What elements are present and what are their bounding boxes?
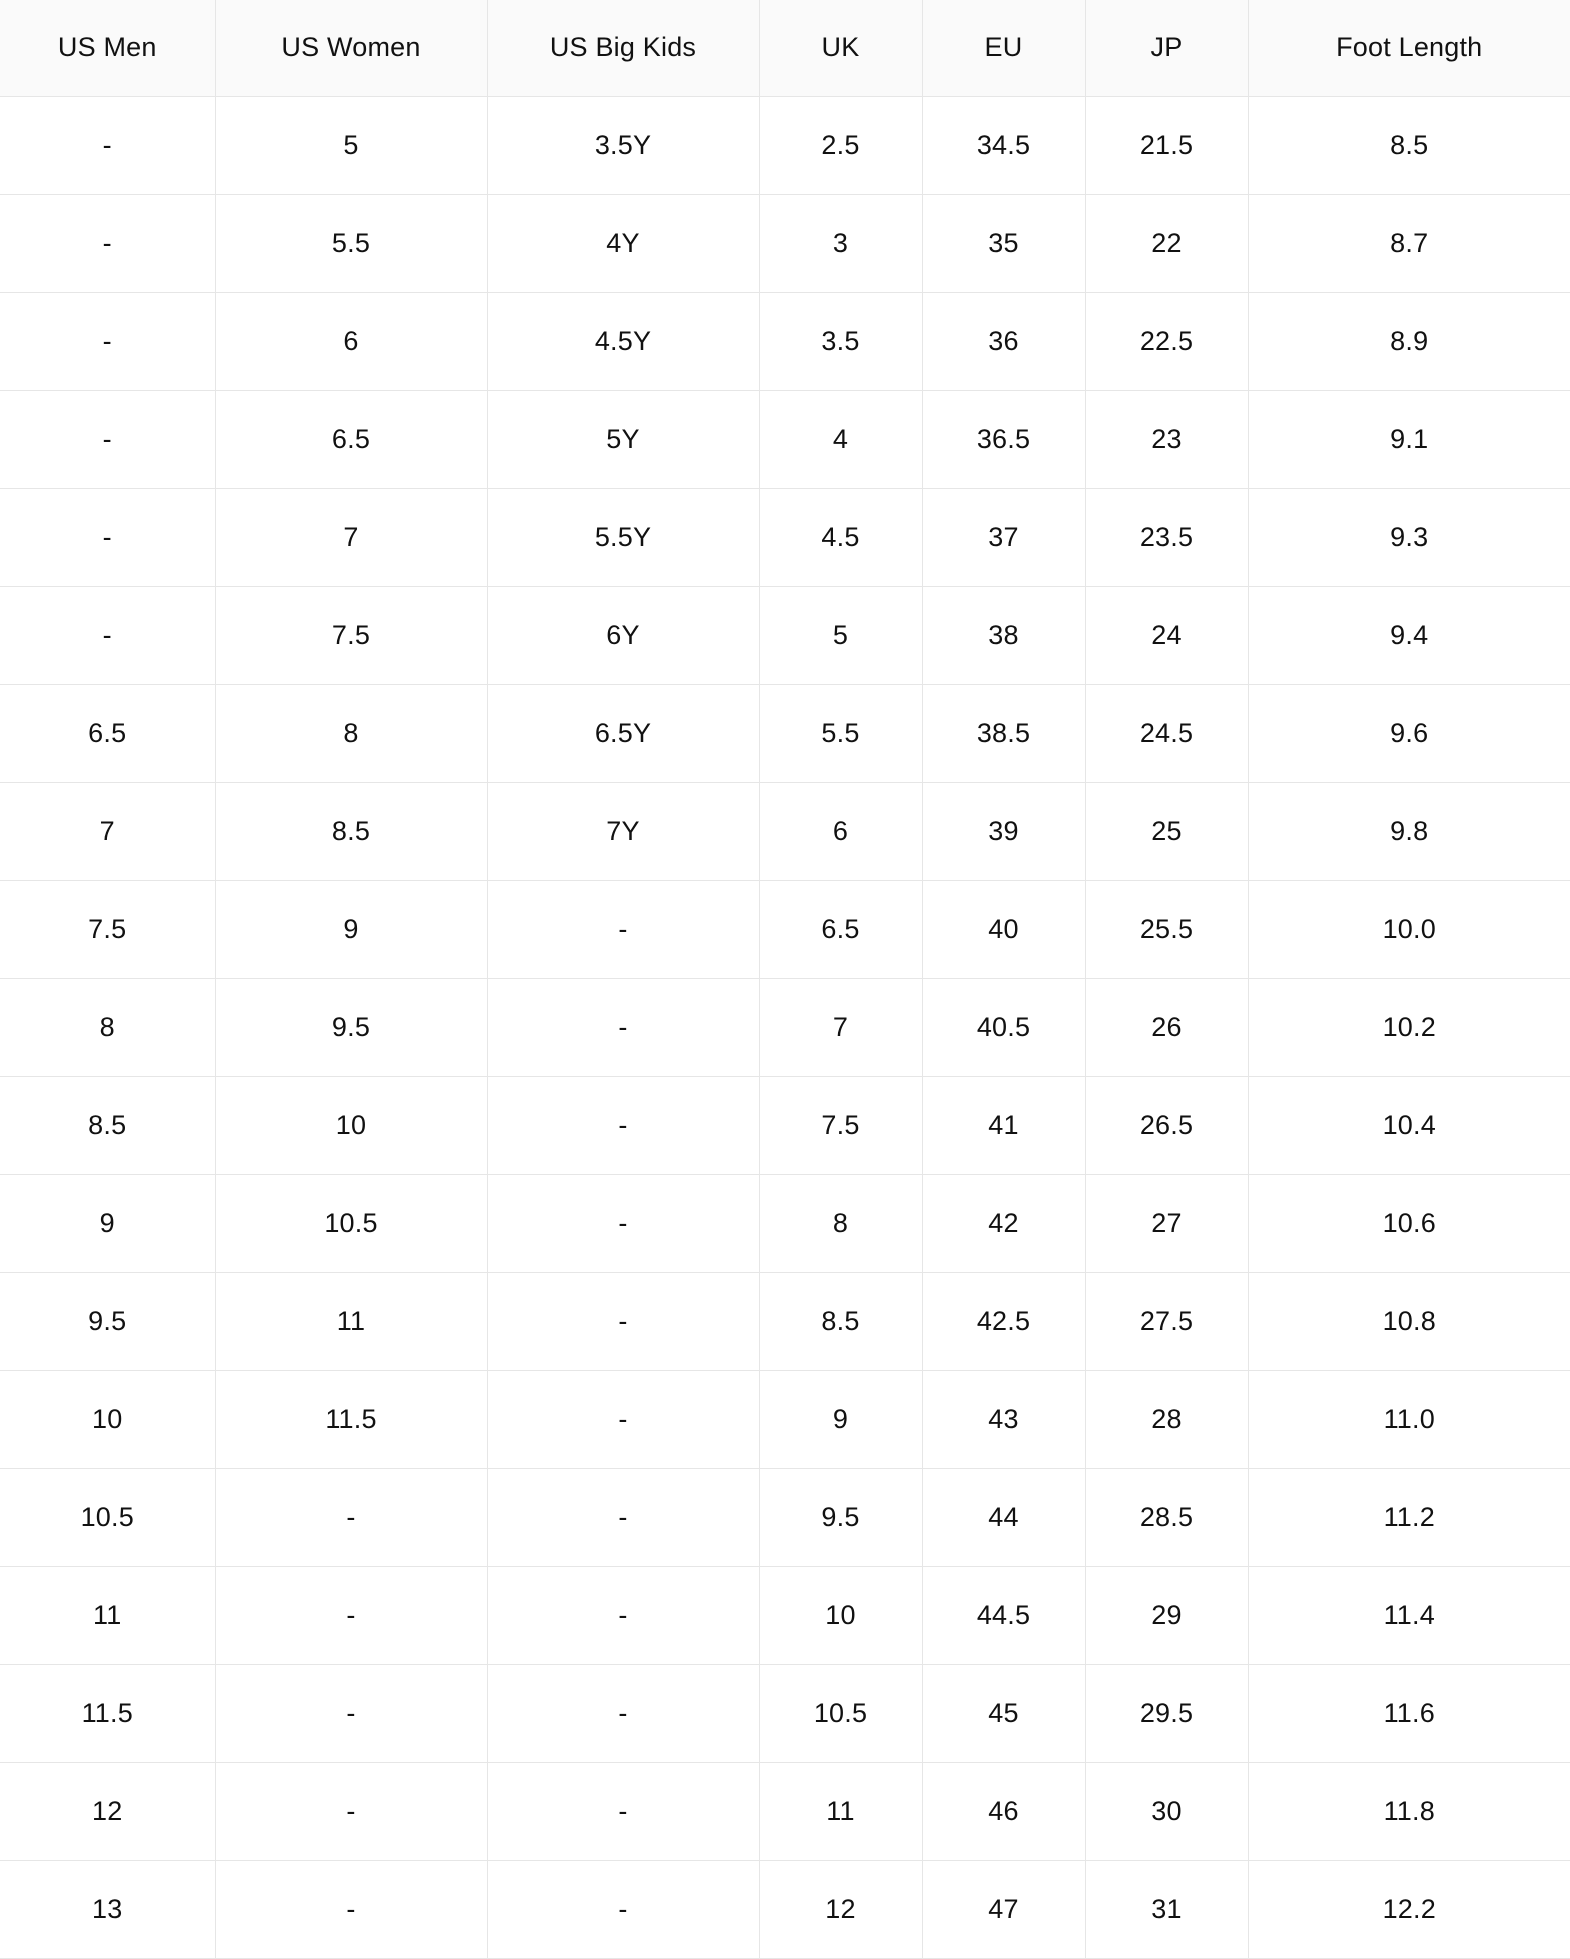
table-cell: 9.5 (0, 1272, 215, 1370)
table-cell: - (215, 1762, 487, 1860)
table-cell: 11.2 (1248, 1468, 1570, 1566)
column-header: US Big Kids (487, 0, 759, 96)
table-cell: 6.5 (215, 390, 487, 488)
table-cell: 13 (0, 1860, 215, 1958)
table-cell: 4 (759, 390, 922, 488)
table-cell: 10 (0, 1370, 215, 1468)
table-cell: 8.5 (0, 1076, 215, 1174)
table-cell: 47 (922, 1860, 1085, 1958)
table-cell: 45 (922, 1664, 1085, 1762)
table-cell: 40.5 (922, 978, 1085, 1076)
table-cell: 8.5 (215, 782, 487, 880)
table-row (0, 586, 1570, 684)
table-cell: 44.5 (922, 1566, 1085, 1664)
table-cell: 41 (922, 1076, 1085, 1174)
table-cell: 2.5 (759, 96, 922, 194)
table-cell: 21.5 (1085, 96, 1248, 194)
table-cell: 36.5 (922, 390, 1085, 488)
table-cell: - (215, 1468, 487, 1566)
table-cell: 24 (1085, 586, 1248, 684)
table-row (0, 684, 1570, 782)
table-cell: 11.8 (1248, 1762, 1570, 1860)
table-cell: 10.2 (1248, 978, 1570, 1076)
table-cell: - (487, 1174, 759, 1272)
table-cell: 39 (922, 782, 1085, 880)
table-cell: 38.5 (922, 684, 1085, 782)
table-cell: 5Y (487, 390, 759, 488)
table-cell: 6 (215, 292, 487, 390)
table-cell: 43 (922, 1370, 1085, 1468)
column-header: Foot Length (1248, 0, 1570, 96)
table-cell: 38 (922, 586, 1085, 684)
table-header-row (0, 0, 1570, 96)
table-cell: - (487, 1076, 759, 1174)
table-cell: 11.0 (1248, 1370, 1570, 1468)
table-cell: 4.5 (759, 488, 922, 586)
table-cell: 28 (1085, 1370, 1248, 1468)
table-header (0, 0, 1570, 96)
table-cell: 30 (1085, 1762, 1248, 1860)
table-cell: 3.5 (759, 292, 922, 390)
table-cell: 6.5 (0, 684, 215, 782)
table-cell: - (487, 1370, 759, 1468)
table-cell: - (487, 1762, 759, 1860)
table-cell: 9.1 (1248, 390, 1570, 488)
table-cell: 34.5 (922, 96, 1085, 194)
table-cell: 9 (759, 1370, 922, 1468)
table-cell: 11.6 (1248, 1664, 1570, 1762)
table-cell: - (215, 1664, 487, 1762)
table-cell: 29 (1085, 1566, 1248, 1664)
table-cell: 11 (759, 1762, 922, 1860)
table-cell: 7 (759, 978, 922, 1076)
table-cell: 10.8 (1248, 1272, 1570, 1370)
table-cell: 10.0 (1248, 880, 1570, 978)
table-cell: 22.5 (1085, 292, 1248, 390)
table-row (0, 1468, 1570, 1566)
table-cell: 6.5Y (487, 684, 759, 782)
table-cell: 12 (759, 1860, 922, 1958)
table-cell: 6.5 (759, 880, 922, 978)
table-cell: 23.5 (1085, 488, 1248, 586)
table-cell: - (487, 880, 759, 978)
table-cell: 12 (0, 1762, 215, 1860)
table-cell: - (215, 1566, 487, 1664)
column-header: UK (759, 0, 922, 96)
table-cell: 12.2 (1248, 1860, 1570, 1958)
table-cell: - (487, 1860, 759, 1958)
table-cell: 5.5 (759, 684, 922, 782)
table-cell: 10.6 (1248, 1174, 1570, 1272)
table-cell: 8.9 (1248, 292, 1570, 390)
table-cell: 11 (0, 1566, 215, 1664)
table-cell: 31 (1085, 1860, 1248, 1958)
table-row (0, 1174, 1570, 1272)
table-row (0, 978, 1570, 1076)
table-cell: - (0, 390, 215, 488)
table-cell: - (0, 586, 215, 684)
table-cell: 5 (215, 96, 487, 194)
table-row (0, 1566, 1570, 1664)
table-cell: 40 (922, 880, 1085, 978)
column-header: EU (922, 0, 1085, 96)
table-row (0, 880, 1570, 978)
table-cell: 10.4 (1248, 1076, 1570, 1174)
table-cell: 11.4 (1248, 1566, 1570, 1664)
table-row (0, 292, 1570, 390)
table-cell: 9 (0, 1174, 215, 1272)
table-cell: 9.5 (215, 978, 487, 1076)
table-row (0, 96, 1570, 194)
table-cell: 8 (215, 684, 487, 782)
table-cell: 25.5 (1085, 880, 1248, 978)
table-cell: 5 (759, 586, 922, 684)
table-cell: - (487, 978, 759, 1076)
table-cell: 26 (1085, 978, 1248, 1076)
table-cell: 4.5Y (487, 292, 759, 390)
table-cell: 9.3 (1248, 488, 1570, 586)
table-cell: 29.5 (1085, 1664, 1248, 1762)
table-row (0, 1272, 1570, 1370)
table-cell: 11.5 (215, 1370, 487, 1468)
table-cell: 7.5 (759, 1076, 922, 1174)
table-row (0, 488, 1570, 586)
table-row (0, 1860, 1570, 1958)
table-cell: 3.5Y (487, 96, 759, 194)
table-cell: 11 (215, 1272, 487, 1370)
table-body (0, 96, 1570, 1958)
table-cell: 4Y (487, 194, 759, 292)
table-cell: 46 (922, 1762, 1085, 1860)
table-cell: 7 (0, 782, 215, 880)
table-cell: - (487, 1566, 759, 1664)
table-cell: 9.5 (759, 1468, 922, 1566)
table-cell: 37 (922, 488, 1085, 586)
table-cell: 9.6 (1248, 684, 1570, 782)
table-cell: 9.8 (1248, 782, 1570, 880)
table-cell: - (487, 1272, 759, 1370)
table-cell: 6Y (487, 586, 759, 684)
table-cell: 9.4 (1248, 586, 1570, 684)
table-cell: - (0, 96, 215, 194)
table-cell: 25 (1085, 782, 1248, 880)
table-cell: 3 (759, 194, 922, 292)
table-cell: 7.5 (0, 880, 215, 978)
table-cell: - (487, 1664, 759, 1762)
column-header: JP (1085, 0, 1248, 96)
table-cell: 10.5 (215, 1174, 487, 1272)
table-cell: 7 (215, 488, 487, 586)
table-row (0, 782, 1570, 880)
table-cell: 8.5 (759, 1272, 922, 1370)
table-cell: 6 (759, 782, 922, 880)
table-row (0, 1370, 1570, 1468)
table-cell: 42 (922, 1174, 1085, 1272)
table-cell: 10 (215, 1076, 487, 1174)
table-cell: 7Y (487, 782, 759, 880)
table-cell: 7.5 (215, 586, 487, 684)
table-cell: 24.5 (1085, 684, 1248, 782)
table-cell: 28.5 (1085, 1468, 1248, 1566)
table-cell: 10 (759, 1566, 922, 1664)
table-cell: 9 (215, 880, 487, 978)
table-cell: 36 (922, 292, 1085, 390)
column-header: US Men (0, 0, 215, 96)
table-cell: 10.5 (0, 1468, 215, 1566)
table-cell: - (0, 488, 215, 586)
table-cell: 27 (1085, 1174, 1248, 1272)
table-cell: 26.5 (1085, 1076, 1248, 1174)
table-cell: 23 (1085, 390, 1248, 488)
table-cell: 10.5 (759, 1664, 922, 1762)
table-cell: 8.7 (1248, 194, 1570, 292)
table-cell: 35 (922, 194, 1085, 292)
table-row (0, 194, 1570, 292)
table-cell: 8 (759, 1174, 922, 1272)
column-header: US Women (215, 0, 487, 96)
table-cell: 5.5Y (487, 488, 759, 586)
table-cell: 5.5 (215, 194, 487, 292)
table-cell: 22 (1085, 194, 1248, 292)
table-cell: - (0, 292, 215, 390)
table-cell: 8 (0, 978, 215, 1076)
table-cell: 42.5 (922, 1272, 1085, 1370)
table-row (0, 1076, 1570, 1174)
table-cell: - (0, 194, 215, 292)
table-row (0, 1664, 1570, 1762)
table-row (0, 1762, 1570, 1860)
table-row (0, 390, 1570, 488)
table-cell: 11.5 (0, 1664, 215, 1762)
table-cell: 44 (922, 1468, 1085, 1566)
table-cell: 27.5 (1085, 1272, 1248, 1370)
table-cell: 8.5 (1248, 96, 1570, 194)
table-cell: - (487, 1468, 759, 1566)
table-cell: - (215, 1860, 487, 1958)
